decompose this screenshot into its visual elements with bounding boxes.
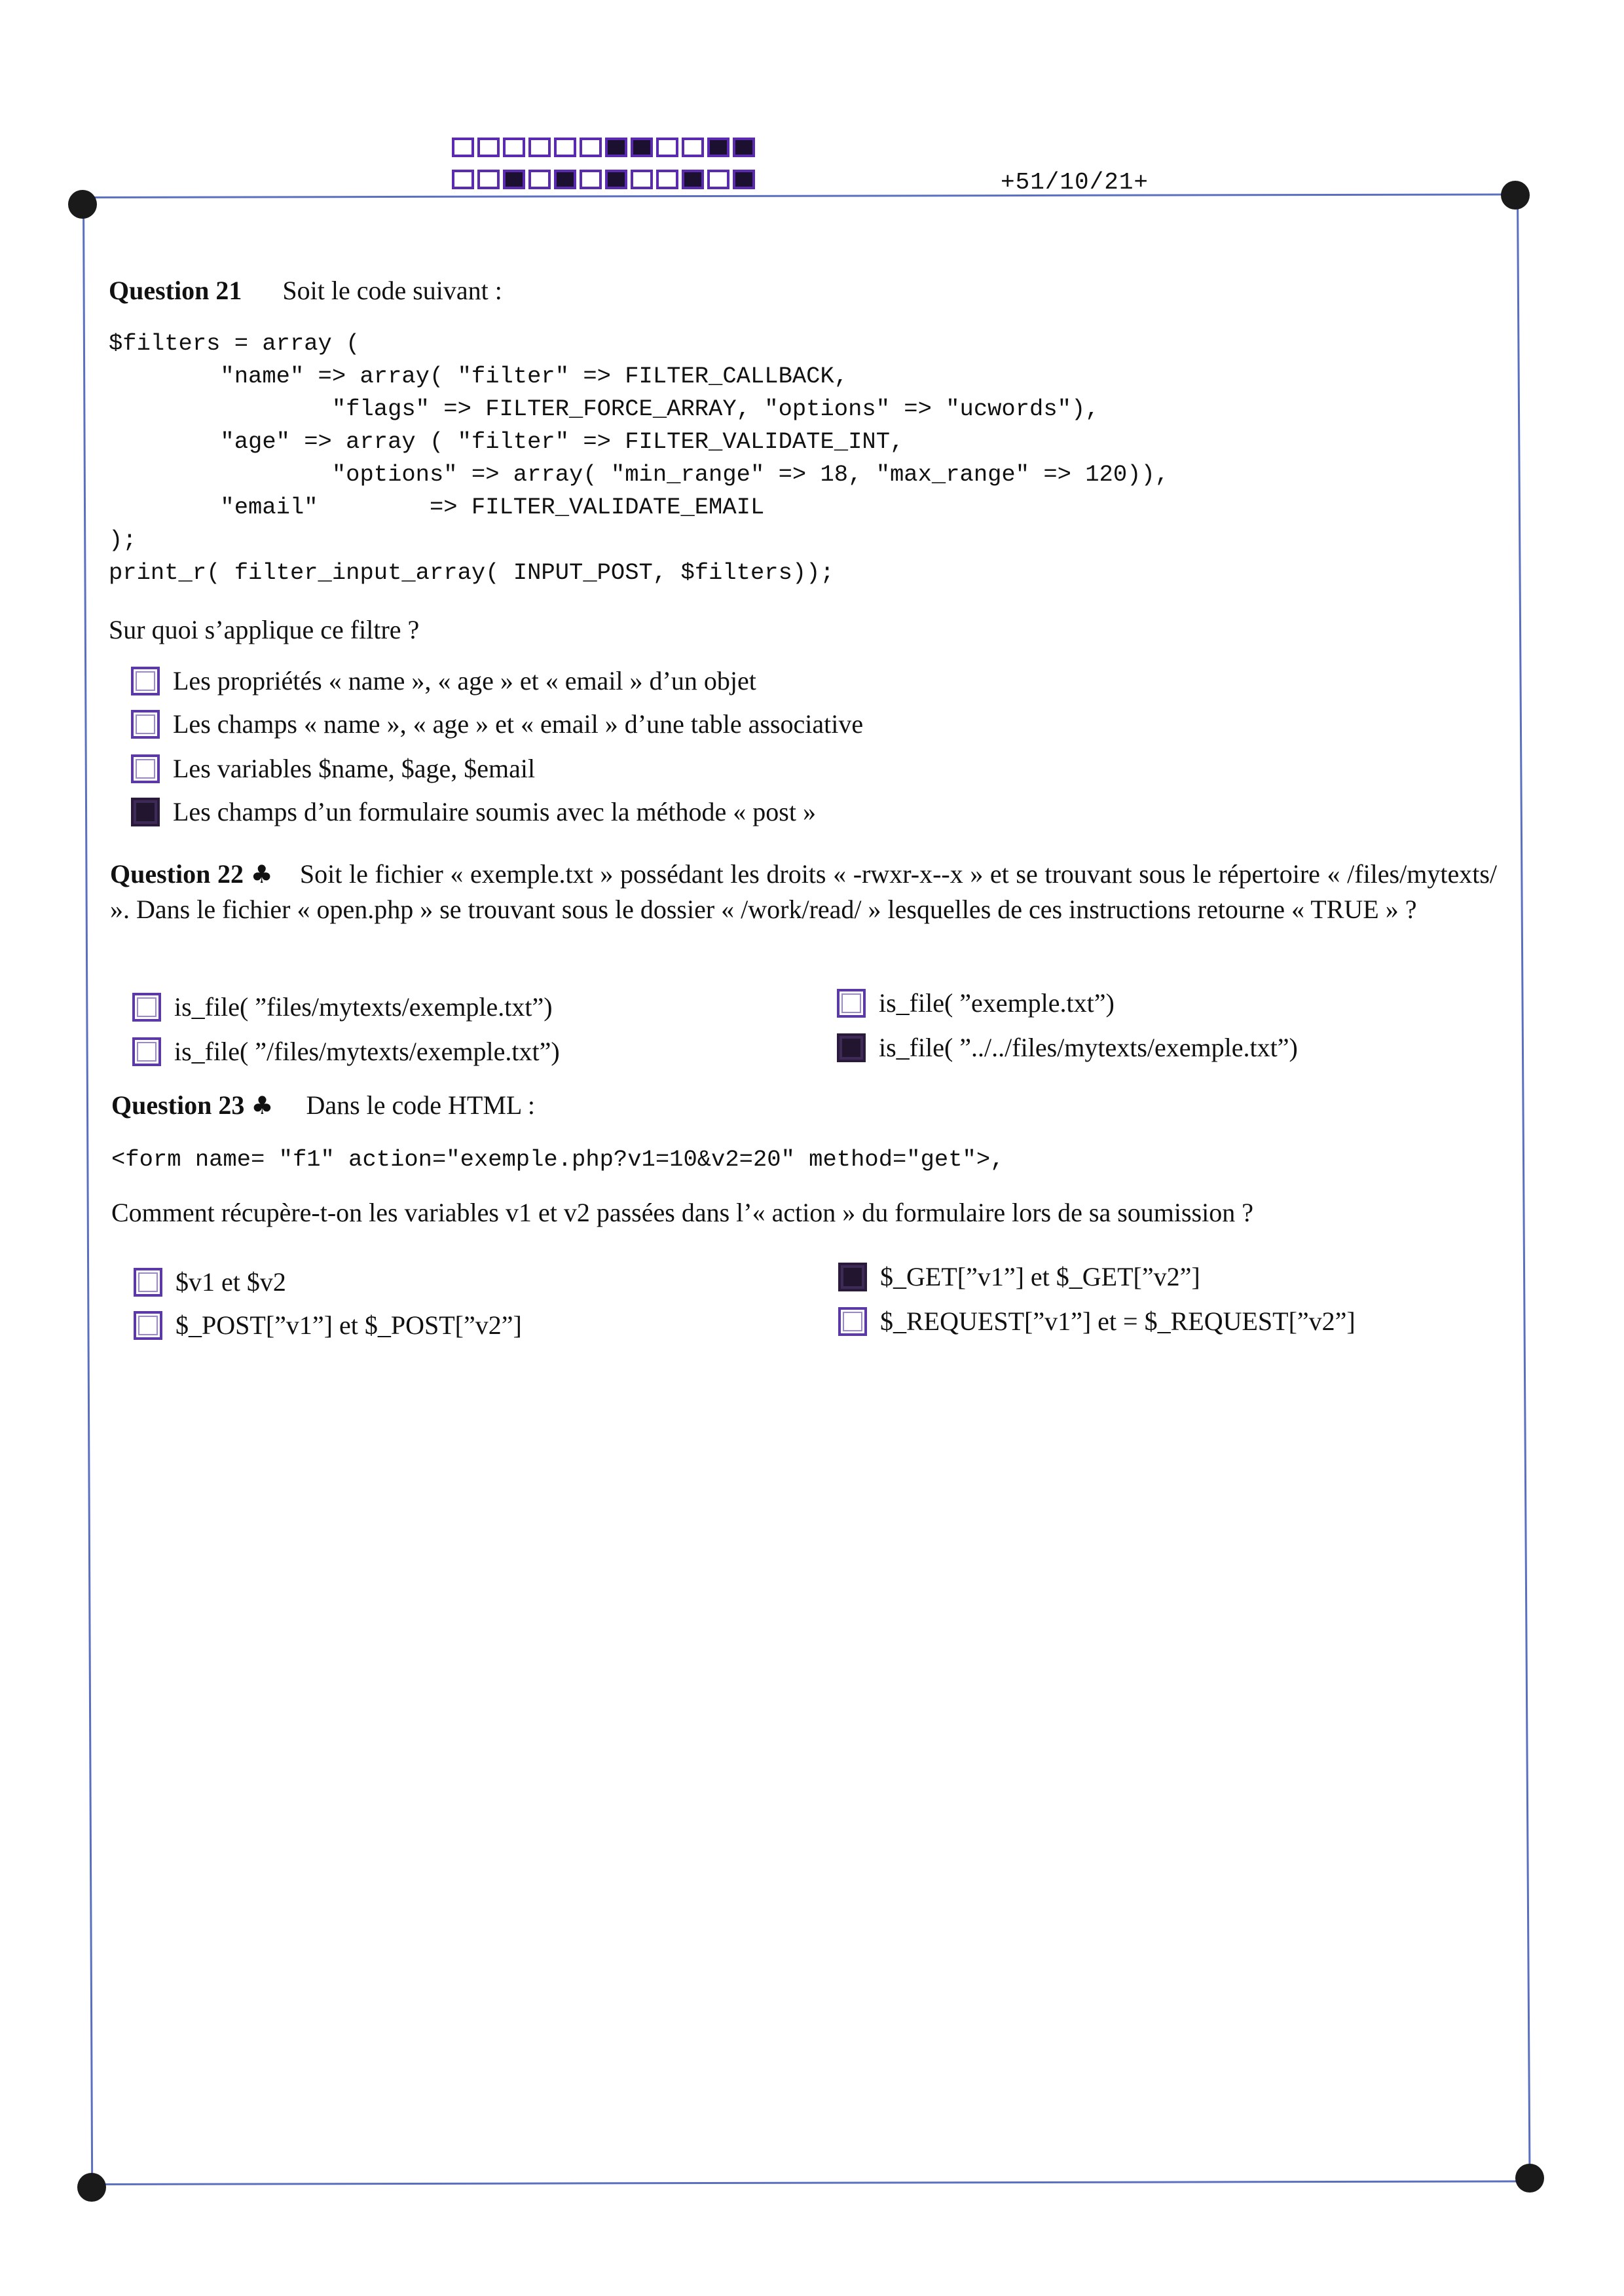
barcode-row-2 bbox=[452, 170, 758, 189]
q22-option-2-label: is_file( ”/files/mytexts/exemple.txt”) bbox=[174, 1037, 560, 1066]
frame-left-line bbox=[83, 204, 93, 2189]
frame-bottom-line bbox=[92, 2180, 1530, 2185]
barcode-cell bbox=[580, 170, 602, 189]
club-icon: ♣ bbox=[251, 1091, 274, 1120]
q21-checkbox-2[interactable] bbox=[131, 710, 160, 739]
q22-option-1-label: is_file( ”files/mytexts/exemple.txt”) bbox=[174, 992, 553, 1022]
frame-top-line bbox=[83, 193, 1517, 198]
barcode-cell bbox=[656, 170, 678, 189]
barcode-cell bbox=[682, 170, 704, 189]
q21-checkbox-3[interactable] bbox=[131, 754, 160, 783]
corner-mark-bottom-right bbox=[1515, 2164, 1544, 2193]
q23-checkbox-2[interactable] bbox=[134, 1311, 162, 1340]
q21-checkbox-4[interactable] bbox=[131, 798, 160, 826]
q22-option-1[interactable] bbox=[132, 991, 553, 1022]
q23-question: Comment récupère-t-on les variables v1 et v2 passées dans l’« action » du formulaire lors de sa soumission ? bbox=[111, 1198, 1253, 1227]
corner-mark-bottom-left bbox=[77, 2173, 106, 2202]
page-id-code: +51/10/21+ bbox=[1001, 169, 1149, 196]
q23-option-2-label: $_POST[”v1”] et $_POST[”v2”] bbox=[175, 1310, 522, 1340]
q22-option-4-label: is_file( ”../../files/mytexts/exemple.txt”) bbox=[879, 1033, 1298, 1062]
q21-option-2[interactable] bbox=[131, 709, 863, 739]
barcode-cell bbox=[605, 138, 627, 157]
q23-option-1[interactable] bbox=[134, 1267, 286, 1297]
barcode-cell bbox=[733, 170, 755, 189]
q22-number: Question 22 bbox=[110, 859, 244, 889]
barcode-cell bbox=[682, 138, 704, 157]
barcode-cell bbox=[707, 138, 729, 157]
q21-option-3-label: Les variables $name, $age, $email bbox=[173, 754, 536, 783]
barcode-cell bbox=[452, 170, 474, 189]
q23-option-4[interactable] bbox=[838, 1306, 1356, 1337]
barcode-cell bbox=[707, 170, 729, 189]
q21-option-1-label: Les propriétés « name », « age » et « email » d’un objet bbox=[173, 666, 756, 695]
q22-option-4[interactable] bbox=[837, 1032, 1298, 1063]
barcode-cell bbox=[477, 170, 500, 189]
q21-option-1[interactable] bbox=[131, 665, 756, 696]
q21-option-4[interactable] bbox=[131, 796, 816, 827]
q22-checkbox-1[interactable] bbox=[132, 993, 161, 1022]
q21-code-block: $filters = array ( "name" => array( "filter" => FILTER_CALLBACK, "flags" => FILTER_FORCE_ARRAY, "options" => "ucwords"), "age" => array ( "filter" => FILTER_VALIDATE_INT, "options" => array( "min_range" => 18, "max_range" => 120)), "email" => FILTER_VALIDATE_EMAIL ); print_r( filter_input_array( INPUT_POST, $filters)); bbox=[109, 330, 1170, 586]
q21-option-3[interactable] bbox=[131, 753, 535, 784]
q22-checkbox-4[interactable] bbox=[837, 1033, 866, 1062]
q23-checkbox-3[interactable] bbox=[838, 1263, 867, 1291]
barcode-cell bbox=[554, 138, 576, 157]
q23-code: <form name= "f1" action="exemple.php?v1=10&v2=20" method="get">, bbox=[111, 1146, 1005, 1173]
barcode-cell bbox=[580, 138, 602, 157]
corner-mark-top-left bbox=[68, 190, 97, 219]
barcode-cell bbox=[631, 170, 653, 189]
q23-option-2[interactable] bbox=[134, 1310, 522, 1341]
q23-checkbox-4[interactable] bbox=[838, 1307, 867, 1336]
q22-option-2[interactable] bbox=[132, 1036, 560, 1067]
q23-option-1-label: $v1 et $v2 bbox=[175, 1267, 286, 1297]
q23-checkbox-1[interactable] bbox=[134, 1268, 162, 1297]
barcode-cell bbox=[605, 170, 627, 189]
q22-text: Soit le fichier « exemple.txt » possédant les droits « -rwxr-x--x » et se trouvant sous le répertoire « /files/mytexts/ ». Dans le fichier « open.php » se trouvant sous le dossier « /work/read/ » lesquelles de ces instructions retourne « TRUE » ? bbox=[110, 859, 1497, 924]
q23-option-3[interactable] bbox=[838, 1261, 1200, 1292]
q21-title bbox=[109, 275, 502, 306]
barcode-cell bbox=[528, 138, 551, 157]
q21-question: Sur quoi s’applique ce filtre ? bbox=[109, 615, 420, 644]
q22-option-3-label: is_file( ”exemple.txt”) bbox=[879, 988, 1115, 1018]
q22-paragraph bbox=[110, 857, 1497, 927]
q23-title bbox=[111, 1090, 535, 1120]
barcode-cell bbox=[452, 138, 474, 157]
barcode-cell bbox=[503, 170, 525, 189]
q22-option-3[interactable] bbox=[837, 988, 1115, 1018]
barcode-cell bbox=[503, 138, 525, 157]
q21-intro: Soit le code suivant : bbox=[282, 276, 502, 305]
corner-mark-top-right bbox=[1501, 181, 1530, 210]
q22-checkbox-3[interactable] bbox=[837, 989, 866, 1018]
barcode-cell bbox=[554, 170, 576, 189]
barcode-cell bbox=[656, 138, 678, 157]
q22-checkbox-2[interactable] bbox=[132, 1037, 161, 1066]
q23-intro: Dans le code HTML : bbox=[306, 1090, 535, 1120]
barcode-cell bbox=[631, 138, 653, 157]
barcode-cell bbox=[528, 170, 551, 189]
q21-option-4-label: Les champs d’un formulaire soumis avec la méthode « post » bbox=[173, 797, 816, 826]
q23-option-3-label: $_GET[”v1”] et $_GET[”v2”] bbox=[880, 1262, 1200, 1291]
q23-number: Question 23 bbox=[111, 1090, 245, 1120]
barcode-row-1 bbox=[452, 138, 758, 157]
barcode-cell bbox=[477, 138, 500, 157]
q23-option-4-label: $_REQUEST[”v1”] et = $_REQUEST[”v2”] bbox=[880, 1306, 1356, 1336]
frame-right-line bbox=[1517, 195, 1531, 2179]
q21-checkbox-1[interactable] bbox=[131, 667, 160, 695]
q21-number: Question 21 bbox=[109, 276, 242, 305]
club-icon: ♣ bbox=[250, 860, 274, 889]
q21-option-2-label: Les champs « name », « age » et « email » d’une table associative bbox=[173, 709, 864, 739]
barcode-cell bbox=[733, 138, 755, 157]
